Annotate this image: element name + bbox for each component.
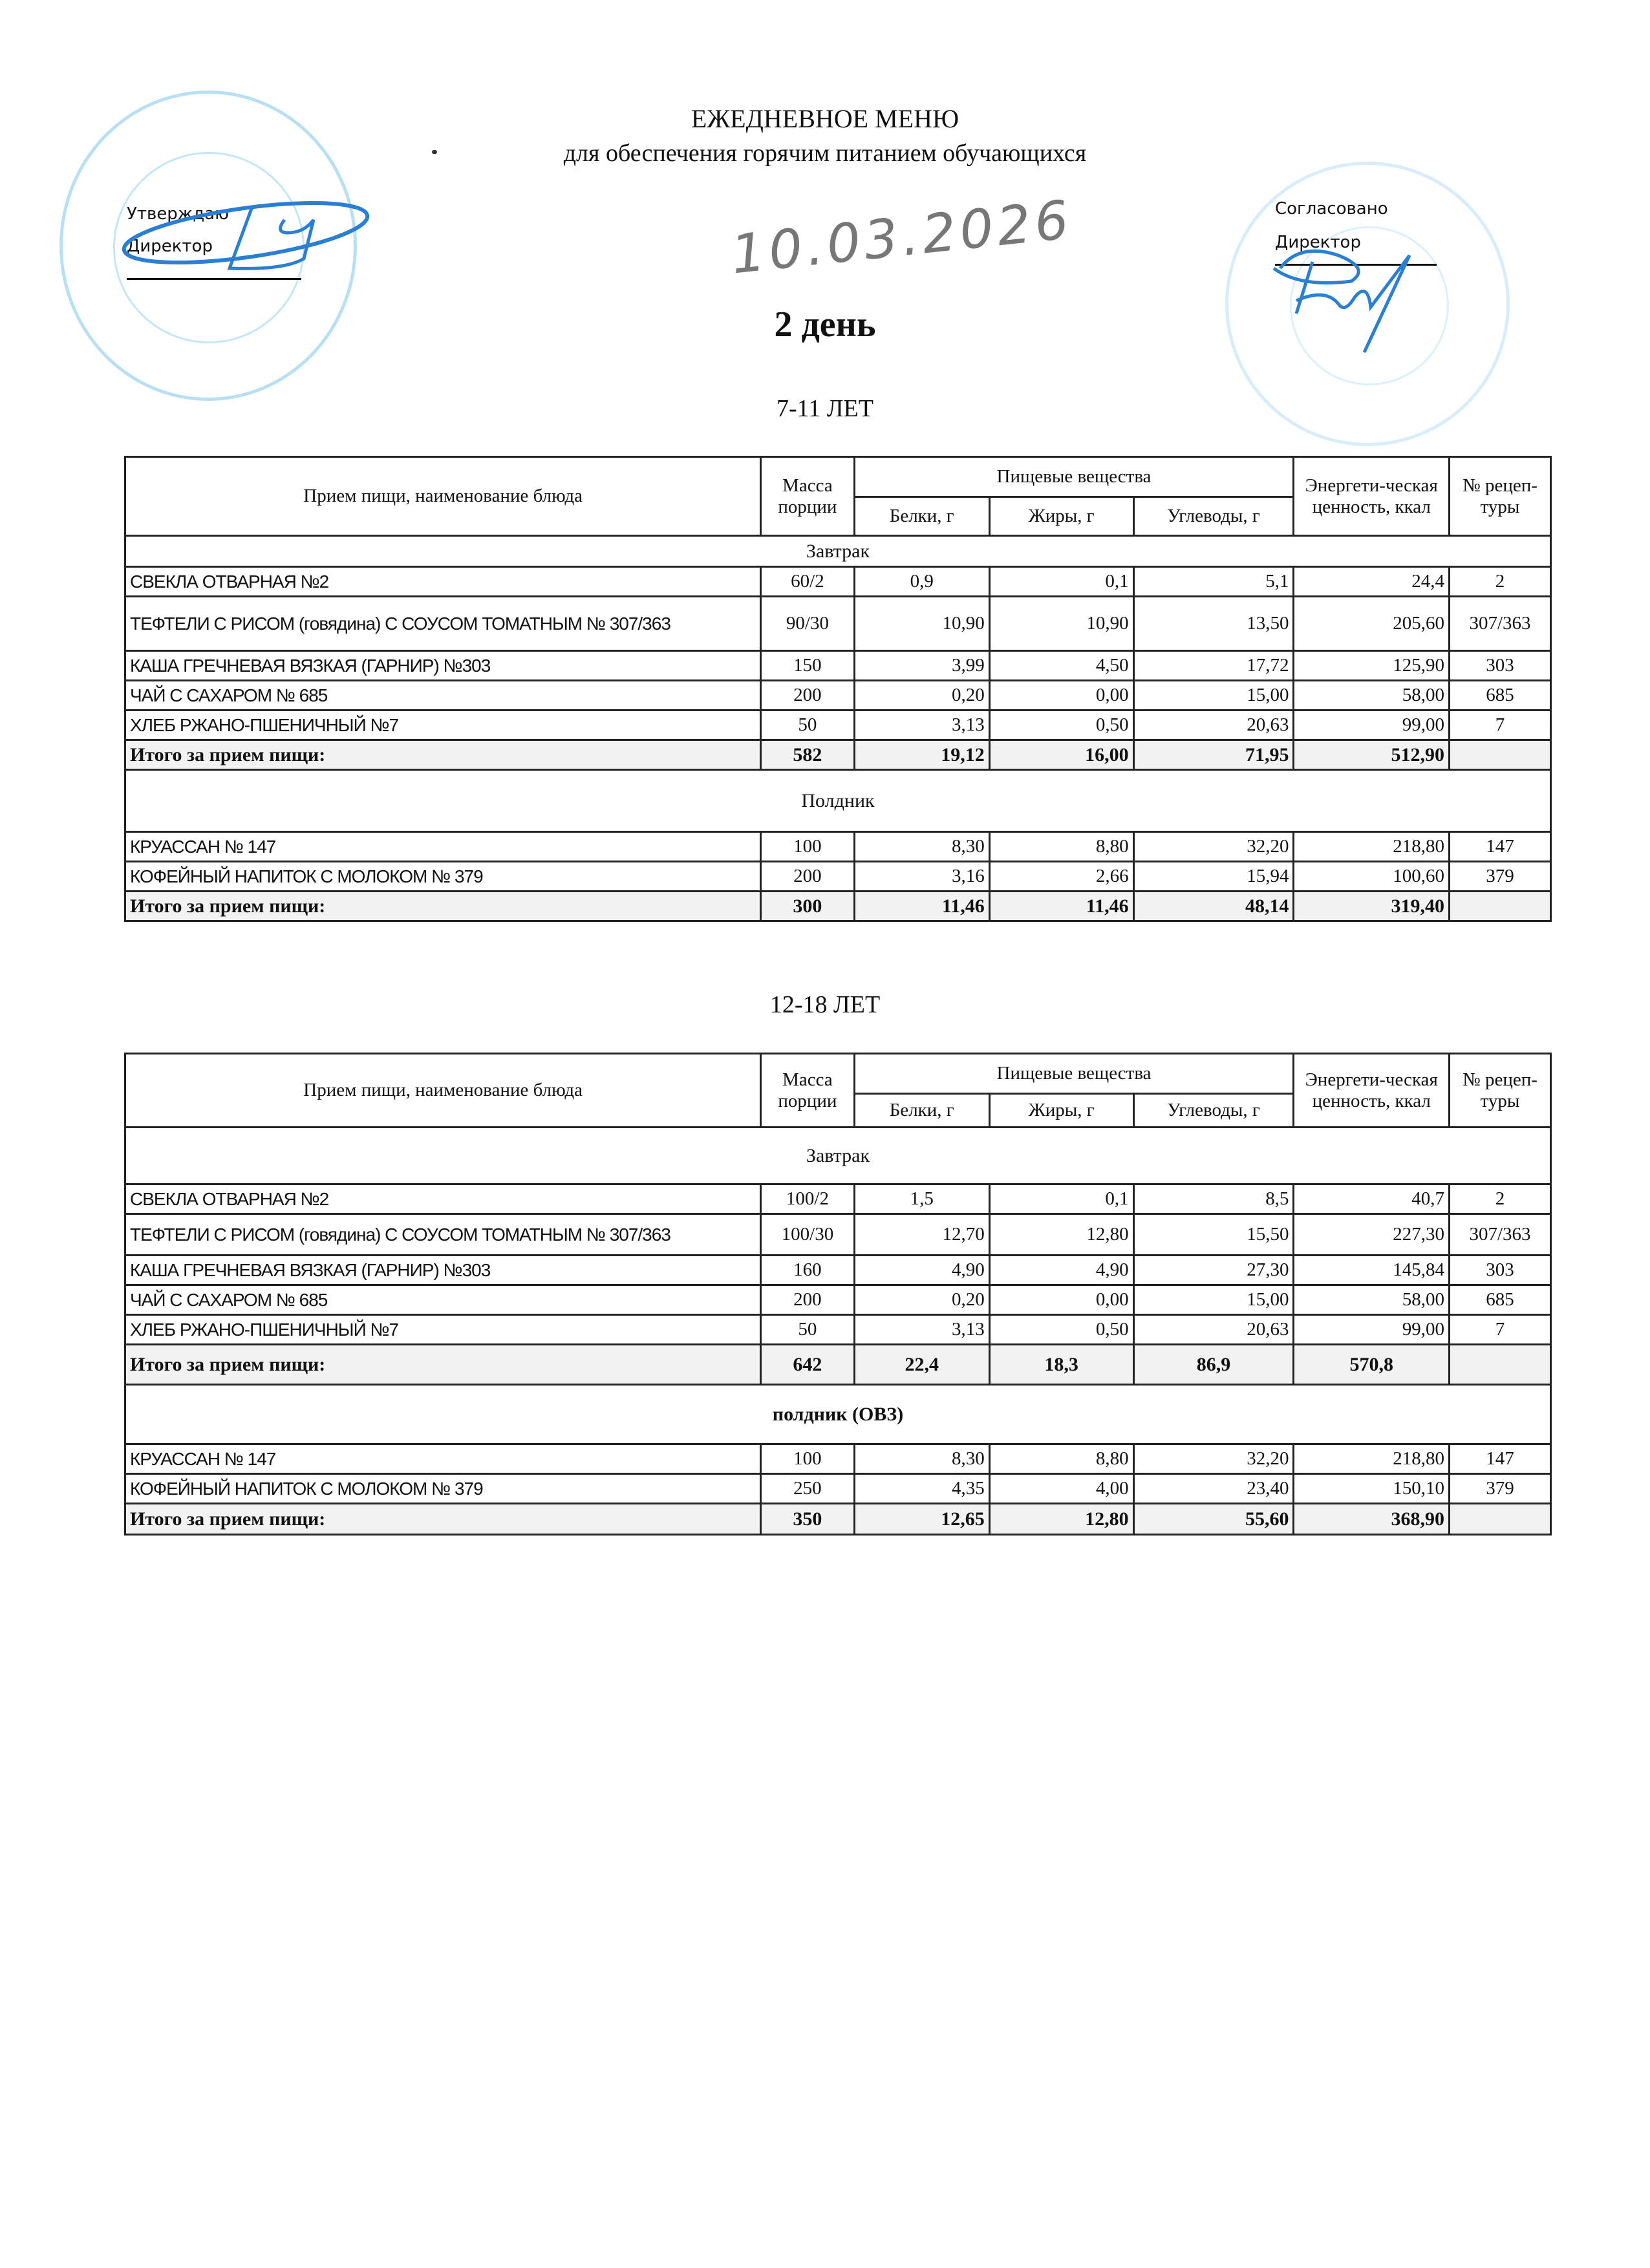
fat-value: 4,50 bbox=[989, 651, 1133, 681]
fat-value: 4,90 bbox=[989, 1256, 1133, 1285]
energy-value: 99,00 bbox=[1294, 711, 1450, 740]
carbs-value: 20,63 bbox=[1133, 1315, 1294, 1345]
column-header-fat: Жиры, г bbox=[989, 1094, 1133, 1128]
total-fat: 18,3 bbox=[989, 1345, 1133, 1385]
portion-mass: 90/30 bbox=[761, 597, 854, 651]
carbs-value: 23,40 bbox=[1133, 1474, 1294, 1504]
menu-table-7-11-body bbox=[124, 456, 1552, 922]
approve-signature bbox=[91, 194, 388, 284]
menu-date: 10.03.2026 bbox=[728, 189, 1076, 286]
total-protein: 11,46 bbox=[854, 892, 989, 921]
fat-value: 8,80 bbox=[989, 832, 1133, 862]
table-row bbox=[125, 1444, 1551, 1474]
portion-mass: 100 bbox=[761, 832, 854, 862]
protein-value: 10,90 bbox=[854, 597, 989, 651]
table-row bbox=[125, 832, 1551, 862]
agree-label: Согласовано bbox=[1275, 199, 1388, 219]
portion-mass: 100 bbox=[761, 1444, 854, 1474]
day-number: 2 день bbox=[774, 305, 876, 345]
column-header-protein: Белки, г bbox=[854, 497, 989, 536]
protein-value: 4,35 bbox=[854, 1474, 989, 1504]
table-row bbox=[125, 1214, 1551, 1256]
page-subtitle: для обеспечения горячим питанием обучающихся bbox=[563, 140, 1087, 167]
portion-mass: 200 bbox=[761, 1285, 854, 1315]
portion-mass: 250 bbox=[761, 1474, 854, 1504]
menu-table-12-18-body bbox=[124, 1053, 1552, 1535]
meal-total-row bbox=[125, 1345, 1551, 1385]
total-recipe-empty bbox=[1450, 740, 1551, 770]
portion-mass: 100/2 bbox=[761, 1184, 854, 1214]
fat-value: 12,80 bbox=[989, 1214, 1133, 1256]
meal-section-title: Завтрак bbox=[125, 1128, 1551, 1184]
carbs-value: 15,00 bbox=[1133, 681, 1294, 711]
energy-value: 145,84 bbox=[1294, 1256, 1450, 1285]
column-header-nutrients: Пищевые вещества bbox=[854, 1054, 1294, 1094]
protein-value: 8,30 bbox=[854, 1444, 989, 1474]
fat-value: 8,80 bbox=[989, 1444, 1133, 1474]
recipe-number: 147 bbox=[1450, 832, 1551, 862]
table-row bbox=[125, 1315, 1551, 1345]
table-row bbox=[125, 597, 1551, 651]
table-row bbox=[125, 1474, 1551, 1504]
total-mass: 582 bbox=[761, 740, 854, 770]
dish-name: ЧАЙ С САХАРОМ № 685 bbox=[125, 681, 761, 711]
total-recipe-empty bbox=[1450, 892, 1551, 921]
recipe-number: 7 bbox=[1450, 1315, 1551, 1345]
total-fat: 12,80 bbox=[989, 1504, 1133, 1535]
column-header-name: Прием пищи, наименование блюда bbox=[125, 457, 761, 536]
energy-value: 100,60 bbox=[1294, 862, 1450, 892]
total-energy: 319,40 bbox=[1294, 892, 1450, 921]
recipe-number: 685 bbox=[1450, 681, 1551, 711]
total-label: Итого за прием пищи: bbox=[125, 1504, 761, 1535]
recipe-number: 307/363 bbox=[1450, 1214, 1551, 1256]
protein-value: 0,20 bbox=[854, 1285, 989, 1315]
carbs-value: 32,20 bbox=[1133, 1444, 1294, 1474]
fat-value: 4,00 bbox=[989, 1474, 1133, 1504]
table-row bbox=[125, 1256, 1551, 1285]
total-carbs: 71,95 bbox=[1133, 740, 1294, 770]
total-energy: 368,90 bbox=[1294, 1504, 1450, 1535]
carbs-value: 8,5 bbox=[1133, 1184, 1294, 1214]
column-header-nutrients: Пищевые вещества bbox=[854, 457, 1294, 497]
total-protein: 22,4 bbox=[854, 1345, 989, 1385]
protein-value: 3,13 bbox=[854, 1315, 989, 1345]
fat-value: 0,00 bbox=[989, 681, 1133, 711]
carbs-value: 27,30 bbox=[1133, 1256, 1294, 1285]
portion-mass: 200 bbox=[761, 681, 854, 711]
total-label: Итого за прием пищи: bbox=[125, 740, 761, 770]
portion-mass: 100/30 bbox=[761, 1214, 854, 1256]
table-row bbox=[125, 1184, 1551, 1214]
dish-name: КРУАССАН № 147 bbox=[125, 1444, 761, 1474]
total-energy: 570,8 bbox=[1294, 1345, 1450, 1385]
column-header-energy: Энергети-ческая ценность, ккал bbox=[1294, 457, 1450, 536]
protein-value: 3,99 bbox=[854, 651, 989, 681]
table-row bbox=[125, 862, 1551, 892]
age-group-heading: 12-18 ЛЕТ bbox=[769, 991, 881, 1018]
dish-name: КОФЕЙНЫЙ НАПИТОК С МОЛОКОМ № 379 bbox=[125, 862, 761, 892]
dish-name: КОФЕЙНЫЙ НАПИТОК С МОЛОКОМ № 379 bbox=[125, 1474, 761, 1504]
meal-total-row bbox=[125, 740, 1551, 770]
portion-mass: 50 bbox=[761, 1315, 854, 1345]
table-row bbox=[125, 567, 1551, 597]
dish-name: СВЕКЛА ОТВАРНАЯ №2 bbox=[125, 1184, 761, 1214]
total-mass: 642 bbox=[761, 1345, 854, 1385]
carbs-value: 32,20 bbox=[1133, 832, 1294, 862]
dish-name: ХЛЕБ РЖАНО-ПШЕНИЧНЫЙ №7 bbox=[125, 1315, 761, 1345]
recipe-number: 303 bbox=[1450, 1256, 1551, 1285]
protein-value: 1,5 bbox=[854, 1184, 989, 1214]
portion-mass: 60/2 bbox=[761, 567, 854, 597]
meal-total-row bbox=[125, 1504, 1551, 1535]
column-header-protein: Белки, г bbox=[854, 1094, 989, 1128]
energy-value: 99,00 bbox=[1294, 1315, 1450, 1345]
fat-value: 0,1 bbox=[989, 1184, 1133, 1214]
carbs-value: 15,00 bbox=[1133, 1285, 1294, 1315]
portion-mass: 160 bbox=[761, 1256, 854, 1285]
dish-name: ТЕФТЕЛИ С РИСОМ (говядина) С СОУСОМ ТОМАТНЫМ № 307/363 bbox=[125, 1214, 761, 1256]
fat-value: 0,50 bbox=[989, 711, 1133, 740]
protein-value: 12,70 bbox=[854, 1214, 989, 1256]
recipe-number: 307/363 bbox=[1450, 597, 1551, 651]
column-header-mass: Масса порции bbox=[761, 1054, 854, 1128]
energy-value: 205,60 bbox=[1294, 597, 1450, 651]
column-header-carbs: Углеводы, г bbox=[1133, 1094, 1294, 1128]
column-header-fat: Жиры, г bbox=[989, 497, 1133, 536]
total-fat: 16,00 bbox=[989, 740, 1133, 770]
recipe-number: 379 bbox=[1450, 1474, 1551, 1504]
recipe-number: 147 bbox=[1450, 1444, 1551, 1474]
age-group-heading: 7-11 ЛЕТ bbox=[777, 395, 873, 422]
total-label: Итого за прием пищи: bbox=[125, 1345, 761, 1385]
fat-value: 0,50 bbox=[989, 1315, 1133, 1345]
portion-mass: 150 bbox=[761, 651, 854, 681]
fat-value: 10,90 bbox=[989, 597, 1133, 651]
dish-name: КАША ГРЕЧНЕВАЯ ВЯЗКАЯ (ГАРНИР) №303 bbox=[125, 651, 761, 681]
energy-value: 24,4 bbox=[1294, 567, 1450, 597]
energy-value: 218,80 bbox=[1294, 832, 1450, 862]
approve-role: Директор bbox=[127, 237, 213, 256]
total-fat: 11,46 bbox=[989, 892, 1133, 921]
energy-value: 40,7 bbox=[1294, 1184, 1450, 1214]
table-row bbox=[125, 681, 1551, 711]
total-mass: 300 bbox=[761, 892, 854, 921]
total-label: Итого за прием пищи: bbox=[125, 892, 761, 921]
total-recipe-empty bbox=[1450, 1345, 1551, 1385]
dish-name: КРУАССАН № 147 bbox=[125, 832, 761, 862]
portion-mass: 200 bbox=[761, 862, 854, 892]
total-recipe-empty bbox=[1450, 1504, 1551, 1535]
protein-value: 3,13 bbox=[854, 711, 989, 740]
table-row bbox=[125, 711, 1551, 740]
fat-value: 0,00 bbox=[989, 1285, 1133, 1315]
carbs-value: 15,50 bbox=[1133, 1214, 1294, 1256]
energy-value: 125,90 bbox=[1294, 651, 1450, 681]
dish-name: ХЛЕБ РЖАНО-ПШЕНИЧНЫЙ №7 bbox=[125, 711, 761, 740]
carbs-value: 20,63 bbox=[1133, 711, 1294, 740]
total-carbs: 86,9 bbox=[1133, 1345, 1294, 1385]
total-mass: 350 bbox=[761, 1504, 854, 1535]
fat-value: 2,66 bbox=[989, 862, 1133, 892]
energy-value: 227,30 bbox=[1294, 1214, 1450, 1256]
dish-name: ЧАЙ С САХАРОМ № 685 bbox=[125, 1285, 761, 1315]
column-header-carbs: Углеводы, г bbox=[1133, 497, 1294, 536]
carbs-value: 13,50 bbox=[1133, 597, 1294, 651]
dish-name: КАША ГРЕЧНЕВАЯ ВЯЗКАЯ (ГАРНИР) №303 bbox=[125, 1256, 761, 1285]
table-row bbox=[125, 651, 1551, 681]
column-header-recipe: № рецеп-туры bbox=[1450, 457, 1551, 536]
recipe-number: 379 bbox=[1450, 862, 1551, 892]
agree-role: Директор bbox=[1275, 233, 1361, 252]
protein-value: 0,9 bbox=[854, 567, 989, 597]
total-carbs: 48,14 bbox=[1133, 892, 1294, 921]
recipe-number: 2 bbox=[1450, 567, 1551, 597]
meal-section-title: Полдник bbox=[125, 770, 1551, 832]
protein-value: 8,30 bbox=[854, 832, 989, 862]
protein-value: 0,20 bbox=[854, 681, 989, 711]
carbs-value: 15,94 bbox=[1133, 862, 1294, 892]
portion-mass: 50 bbox=[761, 711, 854, 740]
total-energy: 512,90 bbox=[1294, 740, 1450, 770]
approve-label: Утверждаю bbox=[127, 204, 230, 224]
recipe-number: 7 bbox=[1450, 711, 1551, 740]
meal-section-title: полдник (ОВЗ) bbox=[125, 1385, 1551, 1444]
protein-value: 4,90 bbox=[854, 1256, 989, 1285]
energy-value: 58,00 bbox=[1294, 1285, 1450, 1315]
total-protein: 19,12 bbox=[854, 740, 989, 770]
carbs-value: 17,72 bbox=[1133, 651, 1294, 681]
column-header-energy: Энергети-ческая ценность, ккал bbox=[1294, 1054, 1450, 1128]
meal-section-title: Завтрак bbox=[125, 536, 1551, 567]
column-header-name: Прием пищи, наименование блюда bbox=[125, 1054, 761, 1128]
fat-value: 0,1 bbox=[989, 567, 1133, 597]
carbs-value: 5,1 bbox=[1133, 567, 1294, 597]
recipe-number: 2 bbox=[1450, 1184, 1551, 1214]
dish-name: СВЕКЛА ОТВАРНАЯ №2 bbox=[125, 567, 761, 597]
protein-value: 3,16 bbox=[854, 862, 989, 892]
table-row bbox=[125, 1285, 1551, 1315]
energy-value: 58,00 bbox=[1294, 681, 1450, 711]
energy-value: 218,80 bbox=[1294, 1444, 1450, 1474]
dish-name: ТЕФТЕЛИ С РИСОМ (говядина) С СОУСОМ ТОМАТНЫМ № 307/363 bbox=[125, 597, 761, 651]
bullet-mark bbox=[432, 150, 437, 154]
column-header-mass: Масса порции bbox=[761, 457, 854, 536]
energy-value: 150,10 bbox=[1294, 1474, 1450, 1504]
recipe-number: 303 bbox=[1450, 651, 1551, 681]
total-carbs: 55,60 bbox=[1133, 1504, 1294, 1535]
total-protein: 12,65 bbox=[854, 1504, 989, 1535]
meal-total-row bbox=[125, 892, 1551, 921]
column-header-recipe: № рецеп-туры bbox=[1450, 1054, 1551, 1128]
recipe-number: 685 bbox=[1450, 1285, 1551, 1315]
page-title: ЕЖЕДНЕВНОЕ МЕНЮ bbox=[691, 104, 959, 133]
